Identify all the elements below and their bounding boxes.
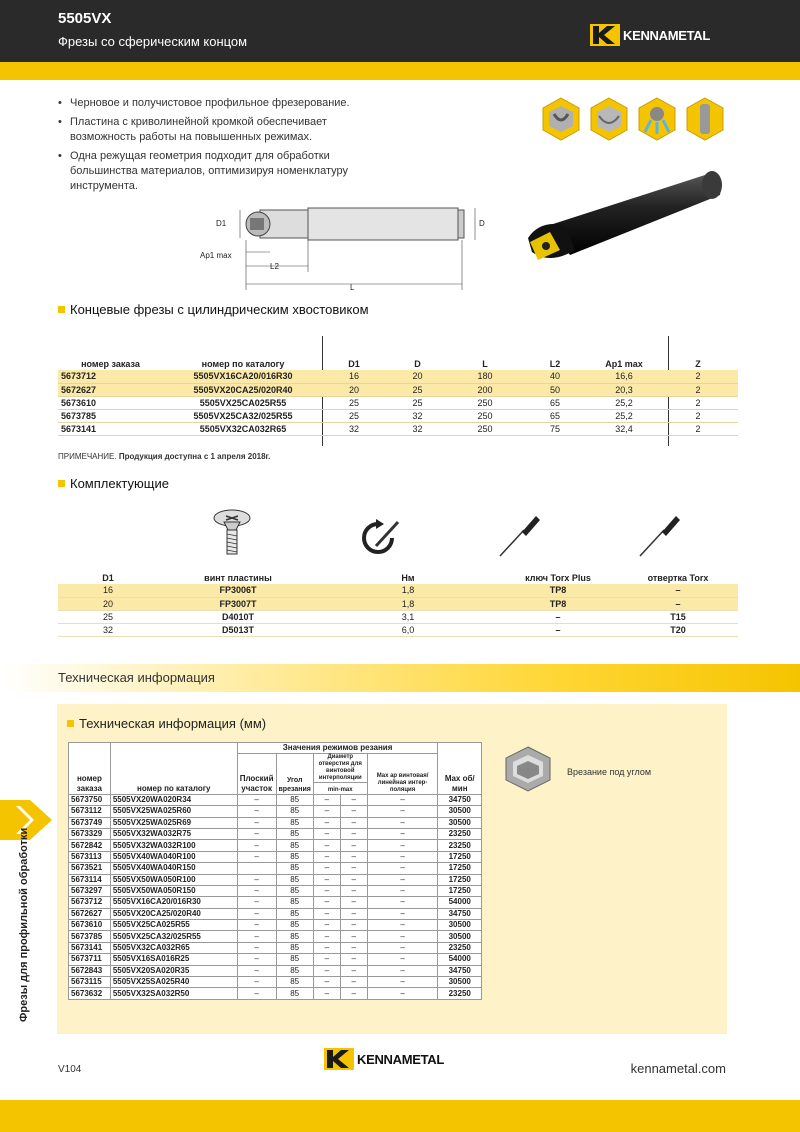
table-row: 5673610 5505VX25CA025R55 25 25 250 65 25,2 2 [58,396,738,409]
col-max-rpm: Max об/мин [438,743,482,795]
col-driver: отвертка Torx [647,573,709,583]
profile-milling-icon [589,96,629,142]
col-z: Z [695,359,701,369]
table-row: 5673115 5505VX25SA025R40 – 85 – – – 30500 [69,977,482,988]
table-row: 5673113 5505VX40WA040R100 – 85 – – – 17250 [69,851,482,862]
col-d1: D1 [102,573,114,583]
section-bullet [67,720,74,727]
drawing-label-ap1: Ap1 max [200,251,232,260]
brand-name: KENNAMETAL [357,1051,445,1067]
col-order: номер заказа [81,359,140,369]
col-group-cutting: Значения режимов резания [237,743,438,754]
torque-icon [356,518,400,558]
table-row: 5672627 5505VX20CA25/020R40 20 25 200 50 20,3 2 [58,383,738,396]
tech-info-panel [57,704,727,1034]
col-flat: Плоский участок [237,754,276,794]
table-row: 5673749 5505VX25WA025R69 – 85 – – – 30500 [69,817,482,828]
tool-drawing [200,200,490,300]
footer-stripe [0,1100,800,1132]
availability-note: ПРИМЕЧАНИЕ. Продукция доступна с 1 апреля 2018г. [58,452,271,461]
table-row: 5673329 5505VX32WA032R75 – 85 – – – 23250 [69,828,482,839]
kennametal-k-icon [590,24,620,46]
feature-item: • Одна режущая геометрия подходит для обработки большинства материалов, оптимизируя номенклатуру инструмента. [58,149,378,194]
footer-logo [324,1048,444,1070]
table-row: 5673114 5505VX50WA050R100 – 85 – – – 17250 [69,874,482,885]
col-l: L [482,359,488,369]
screw-icon [212,508,252,556]
product-subtitle: Фрезы со сферическим концом [58,34,248,49]
torx-screwdriver-icon [636,512,680,560]
drawing-label-d1: D1 [216,219,227,228]
col-catalog: номер по каталогу [110,743,237,795]
brand-name: KENNAMETAL [623,27,711,43]
section-title-parts: Комплектующие [58,476,169,491]
col-order: номер заказа [69,743,111,795]
coolant-icon [637,96,677,142]
table-row: 5673521 5505VX40WA040R150 85 – – – 17250 [69,863,482,874]
table-row: 5673112 5505VX25WA025R60 – 85 – – – 30500 [69,806,482,817]
pocket-milling-icon [541,96,581,142]
col-angle: Угол врезания [276,754,313,794]
cutting-data-body [69,794,482,999]
shank-icon [685,96,725,142]
table-row: 32 D5013T 6,0 – T20 [58,623,738,636]
table-row: 16 FP3006T 1,8 TP8 – [58,584,738,597]
col-catalog: номер по каталогу [201,359,285,369]
col-max-ap: Max ap винтовая/линейная интер-поляция [367,754,438,794]
tool-photo [520,170,730,275]
table-row: 5673712 5505VX16CA20/016R30 16 20 180 40 16,6 2 [58,370,738,383]
ramping-icon [505,746,551,792]
website-link[interactable]: kennametal.com [630,1061,726,1076]
col-hole-minmax: min-max [313,783,367,794]
cutting-data-table [68,742,482,1000]
parts-table [58,560,738,637]
col-key: ключ Torx Plus [525,573,591,583]
col-d: D [414,359,421,369]
end-mills-table [58,336,738,436]
table-row: 5673141 5505VX32CA032R65 – 85 – – – 23250 [69,942,482,953]
table-row: 5673712 5505VX16CA20/016R30 – 85 – – – 54000 [69,897,482,908]
table-row: 5672627 5505VX20CA25/020R40 – 85 – – – 34750 [69,908,482,919]
col-torque: Нм [401,573,415,583]
col-d1: D1 [348,359,360,369]
application-icons [541,96,725,142]
kennametal-k-icon [324,1048,354,1070]
torx-plus-key-icon [496,512,540,560]
product-code: 5505VX [58,10,112,27]
section-bullet [58,480,65,487]
tech-info-heading: Техническая информация [58,670,215,685]
side-tab-label: Фрезы для профильной обработки [18,827,30,1022]
col-l2: L2 [549,359,561,369]
page-number: V104 [58,1064,82,1075]
table-row: 5673785 5505VX25CA32/025R55 25 32 250 65 25,2 2 [58,409,738,422]
col-screw: винт пластины [204,573,272,583]
table-row: 5673297 5505VX50WA050R150 – 85 – – – 17250 [69,885,482,896]
table-row: 5673610 5505VX25CA025R55 – 85 – – – 30500 [69,920,482,931]
table-row: 20 FP3007T 1,8 TP8 – [58,597,738,610]
tech-info-band [0,664,800,692]
section-bullet [58,306,65,313]
table-row: 5673141 5505VX32CA032R65 32 32 250 75 32,4 2 [58,422,738,435]
tech-panel-title: Техническая информация (мм) [67,716,266,731]
table-row: 5672843 5505VX20SA020R35 – 85 – – – 34750 [69,965,482,976]
table-row: 5673785 5505VX25CA32/025R55 – 85 – – – 30500 [69,931,482,942]
header-accent-stripe [0,62,800,80]
table-row: 25 D4010T 3,1 – T15 [58,610,738,623]
col-hole-dia: Диаметр отверстия для винтовой интерполяции [313,754,367,783]
kennametal-logo [590,24,710,46]
feature-item: • Черновое и получистовое профильное фрезерование. [58,96,378,111]
section-title-end-mills: Концевые фрезы с цилиндрическим хвостовиком [58,302,369,317]
table-row: 5673632 5505VX32SA032R50 – 85 – – – 23250 [69,988,482,999]
feature-list [58,96,378,198]
ramping-label: Врезание под углом [567,767,652,777]
drawing-label-l: L [350,283,355,292]
table-row: 5673750 5505VX20WA020R34 – 85 – – – 34750 [69,794,482,805]
table-row: 5673711 5505VX16SA016R25 – 85 – – – 54000 [69,954,482,965]
drawing-label-d: D [479,219,485,228]
col-ap1: Ap1 max [605,359,643,369]
table-row: 5672842 5505VX32WA032R100 – 85 – – – 23250 [69,840,482,851]
feature-item: • Пластина с криволинейной кромкой обеспечивает возможность работы на повышенных режимах. [58,115,378,145]
drawing-label-l2: L2 [270,262,279,271]
